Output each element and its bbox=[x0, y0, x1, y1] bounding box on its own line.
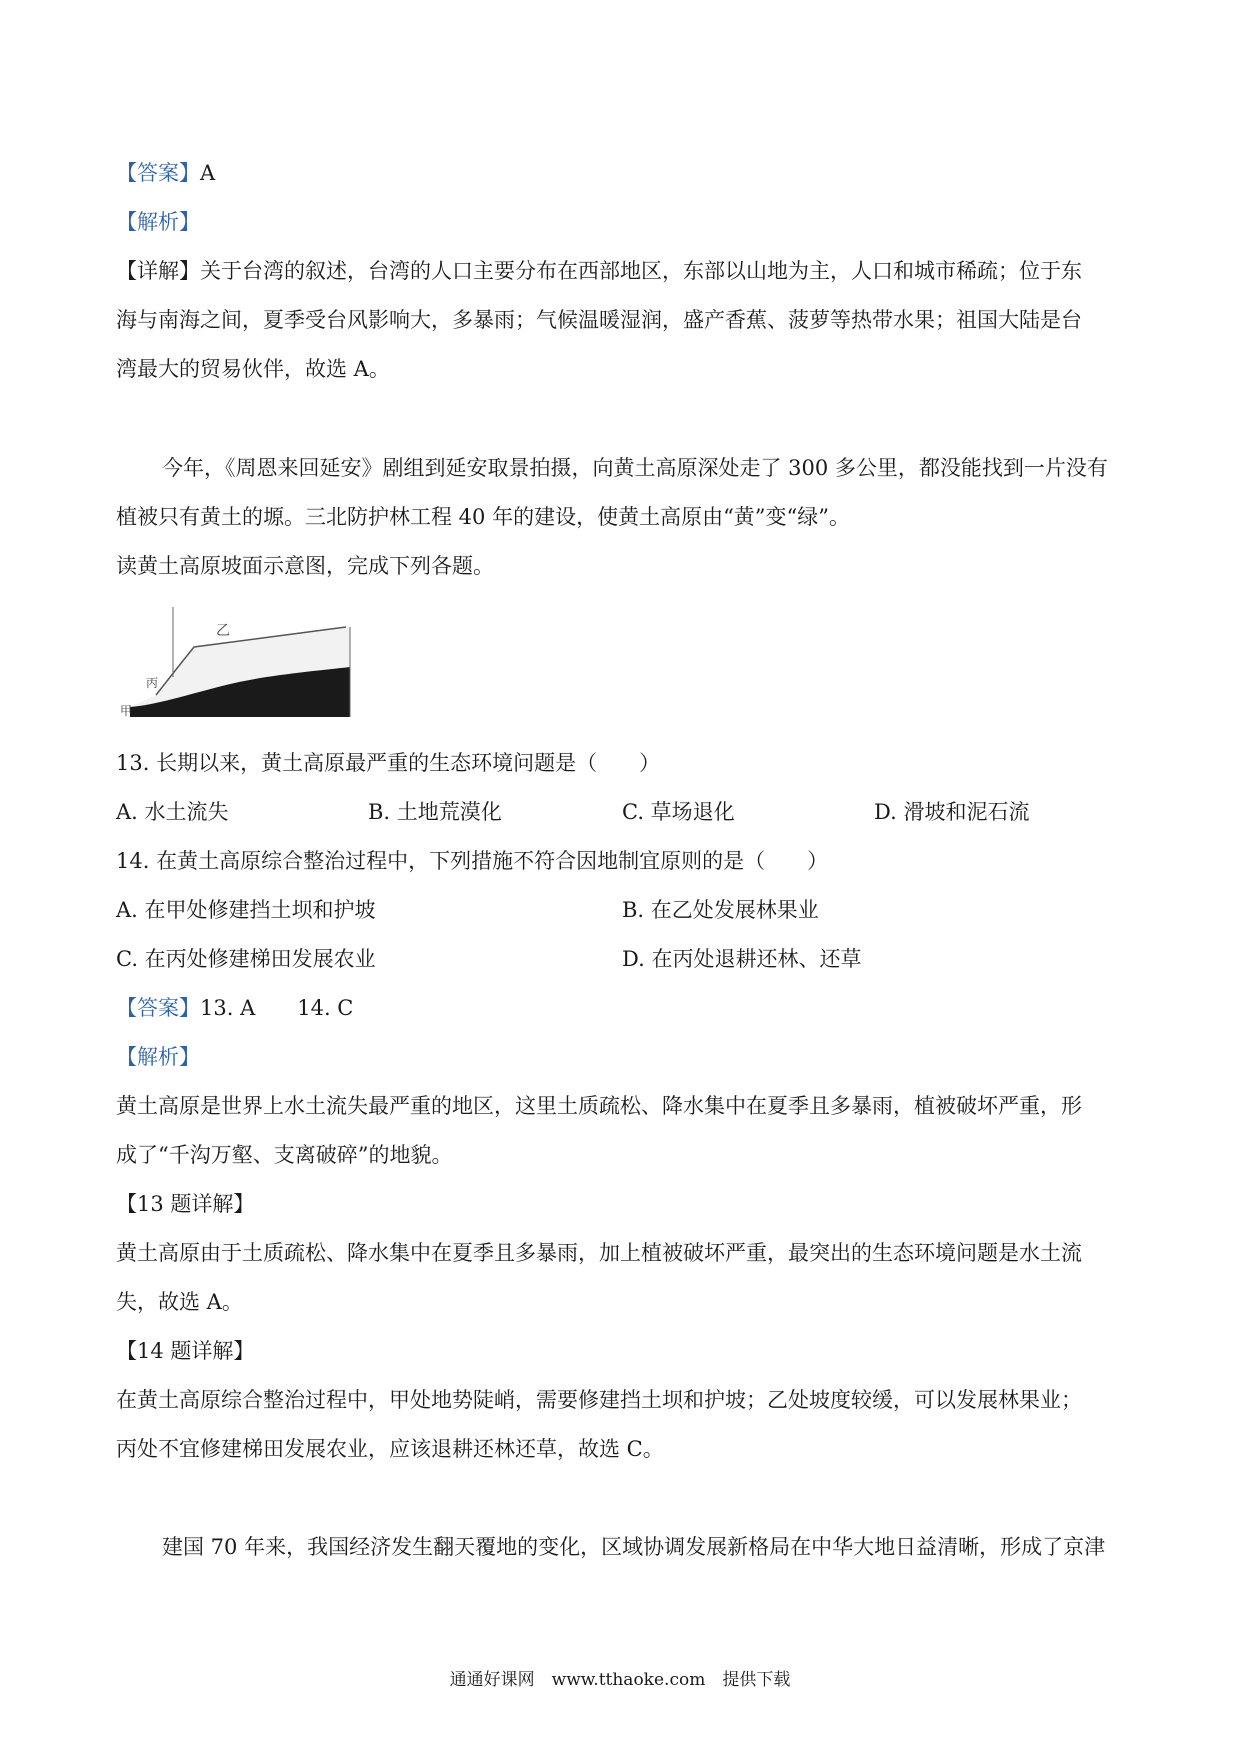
q14-detail-label: 【14 题详解】 bbox=[116, 1339, 255, 1363]
answer-line bbox=[116, 993, 1136, 1023]
q14-option-b: B. 在乙处发展林果业 bbox=[622, 898, 819, 922]
label-yi: 乙 bbox=[216, 623, 230, 639]
label-bing: 丙 bbox=[146, 676, 159, 690]
q14-detail-line: 在黄土高原综合整治过程中，甲处地势陡峭，需要修建挡土坝和护坡；乙处坡度较缓，可以发展林果业； bbox=[116, 1388, 1082, 1412]
detail-line: 湾最大的贸易伙伴，故选 A。 bbox=[116, 357, 390, 381]
q13-detail-line: 黄土高原由于土质疏松、降水集中在夏季且多暴雨，加上植被破坏严重，最突出的生态环境问题是水土流 bbox=[116, 1241, 1082, 1265]
q13-option-b: B. 土地荒漠化 bbox=[368, 800, 502, 824]
answer-line bbox=[116, 158, 1136, 188]
intro-line: 读黄土高原坡面示意图，完成下列各题。 bbox=[116, 554, 494, 578]
q14-option-a: A. 在甲处修建挡土坝和护坡 bbox=[116, 898, 376, 922]
analysis-line: 黄土高原是世界上水土流失最严重的地区，这里土质疏松、降水集中在夏季且多暴雨，植被破坏严重，形 bbox=[116, 1094, 1082, 1118]
q13-option-a: A. 水土流失 bbox=[116, 800, 229, 824]
detail-line: 海与南海之间，夏季受台风影响大，多暴雨；气候温暖湿润，盛产香蕉、菠萝等热带水果；祖国大陆是台 bbox=[116, 308, 1082, 332]
analysis-label: 【解析】 bbox=[116, 210, 200, 234]
q13-option-d: D. 滑坡和泥石流 bbox=[874, 800, 1030, 824]
intro-line: 今年，《周恩来回延安》剧组到延安取景拍摄，向黄土高原深处走了 300 多公里，都没能找到一片没有 bbox=[162, 456, 1108, 480]
loess-slope-diagram bbox=[116, 607, 356, 722]
question-14-stem: 14. 在黄土高原综合整治过程中，下列措施不符合因地制宜原则的是（ ） bbox=[116, 849, 829, 873]
answer-label: 【答案】 bbox=[116, 161, 200, 185]
q14-option-c: C. 在丙处修建梯田发展农业 bbox=[116, 947, 376, 971]
analysis-line: 成了“千沟万壑、支离破碎”的地貌。 bbox=[116, 1143, 453, 1167]
q13-detail-line: 失，故选 A。 bbox=[116, 1290, 243, 1314]
q13-option-c: C. 草场退化 bbox=[622, 800, 735, 824]
question-13-stem: 13. 长期以来，黄土高原最严重的生态环境问题是（ ） bbox=[116, 751, 661, 775]
q14-detail-line: 丙处不宜修建梯田发展农业，应该退耕还林还草，故选 C。 bbox=[116, 1437, 664, 1461]
answer-value: A bbox=[200, 161, 216, 185]
q13-detail-label: 【13 题详解】 bbox=[116, 1192, 255, 1216]
answer-label: 【答案】 bbox=[116, 996, 200, 1020]
next-intro-line: 建国 70 年来，我国经济发生翻天覆地的变化，区域协调发展新格局在中华大地日益清晰，形成了京津 bbox=[162, 1535, 1106, 1559]
intro-line: 植被只有黄土的塬。三北防护林工程 40 年的建设，使黄土高原由“黄”变“绿”。 bbox=[116, 505, 851, 529]
label-jia: 甲 bbox=[120, 704, 133, 718]
q14-option-d: D. 在丙处退耕还林、还草 bbox=[622, 947, 862, 971]
answer-value: 13. A 14. C bbox=[200, 996, 354, 1020]
detail-line: 【详解】关于台湾的叙述，台湾的人口主要分布在西部地区，东部以山地为主，人口和城市稀疏；位于东 bbox=[116, 259, 1082, 283]
footer-credit: 通通好课网 www.tthaoke.com 提供下载 bbox=[449, 1670, 791, 1690]
analysis-label: 【解析】 bbox=[116, 1045, 200, 1069]
